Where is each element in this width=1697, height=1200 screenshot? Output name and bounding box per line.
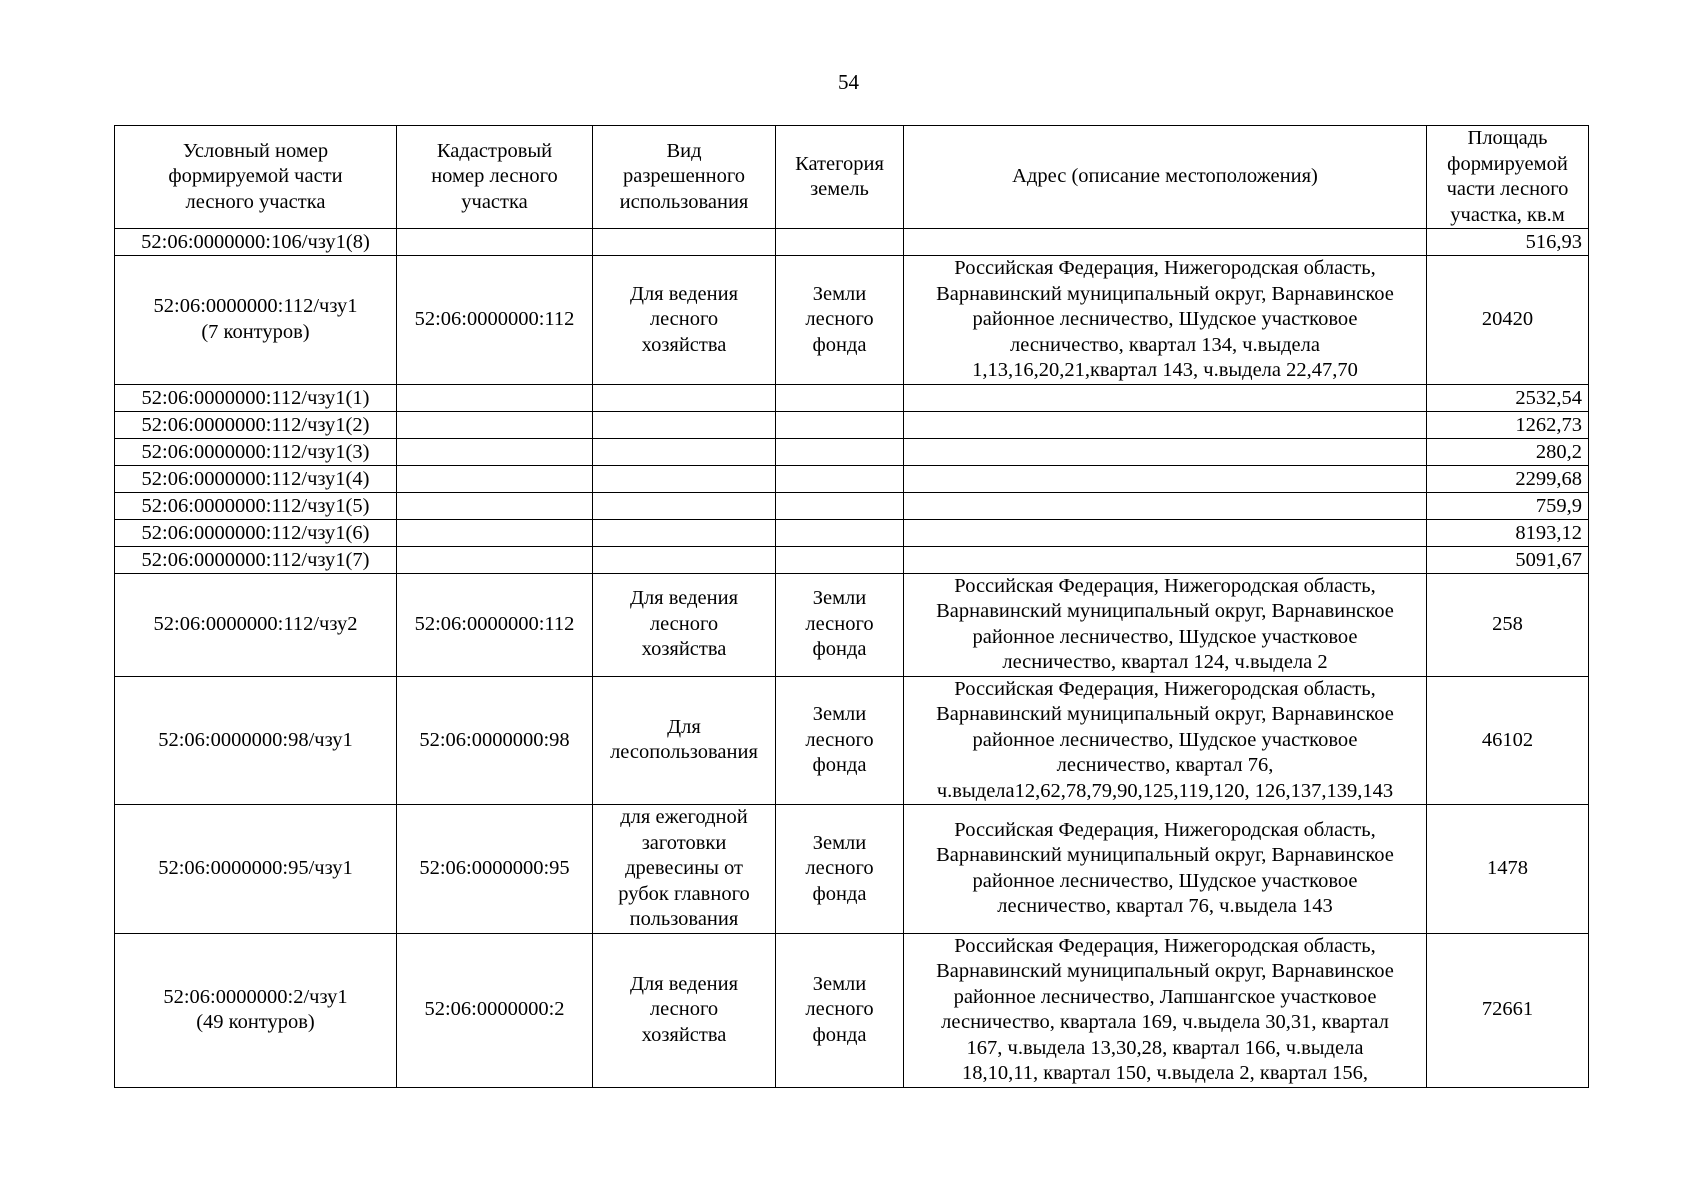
cell-part-number: 52:06:0000000:112/чзу1 (7 контуров) [115, 256, 397, 385]
cell-cadastral-number: 52:06:0000000:112 [397, 573, 593, 676]
header-part-number: Условный номер формируемой части лесного участка [115, 126, 397, 229]
table-row [115, 384, 1589, 411]
cell-address [904, 492, 1427, 519]
header-area: Площадь формируемой части лесного участка, кв.м [1427, 126, 1589, 229]
cell-cadastral-number [397, 438, 593, 465]
cell-land-category [776, 465, 904, 492]
header-land-category: Категория земель [776, 126, 904, 229]
cell-part-number: 52:06:0000000:112/чзу1(4) [115, 465, 397, 492]
cell-address [904, 519, 1427, 546]
table-row [115, 256, 1589, 385]
cell-address [904, 411, 1427, 438]
table-row [115, 519, 1589, 546]
cell-cadastral-number [397, 546, 593, 573]
cell-cadastral-number: 52:06:0000000:98 [397, 676, 593, 805]
cell-permitted-use: для ежегодной заготовки древесины от рубок главного пользования [593, 805, 776, 934]
cell-address: Российская Федерация, Нижегородская область, Варнавинский муниципальный округ, Варнавинское районное лесничество, Шудское участковое лесничество, квартал 134, ч.выдела 1,13,16,20,21,квартал 143, ч.выдела 22,47,70 [904, 256, 1427, 385]
cell-part-number: 52:06:0000000:112/чзу2 [115, 573, 397, 676]
table-row [115, 676, 1589, 805]
table-row [115, 933, 1589, 1087]
cell-permitted-use: Для ведения лесного хозяйства [593, 573, 776, 676]
cell-land-category [776, 438, 904, 465]
cell-permitted-use [593, 546, 776, 573]
cell-land-category: Земли лесного фонда [776, 256, 904, 385]
table-row [115, 805, 1589, 934]
cell-address: Российская Федерация, Нижегородская область, Варнавинский муниципальный округ, Варнавинское районное лесничество, Шудское участковое лесничество, квартал 124, ч.выдела 2 [904, 573, 1427, 676]
cell-area: 2532,54 [1427, 384, 1589, 411]
cell-address [904, 546, 1427, 573]
cell-cadastral-number [397, 465, 593, 492]
cell-cadastral-number: 52:06:0000000:112 [397, 256, 593, 385]
cell-cadastral-number: 52:06:0000000:95 [397, 805, 593, 934]
cell-permitted-use [593, 411, 776, 438]
cell-part-number: 52:06:0000000:98/чзу1 [115, 676, 397, 805]
cell-cadastral-number [397, 229, 593, 256]
cell-permitted-use: Для ведения лесного хозяйства [593, 933, 776, 1087]
cell-part-number: 52:06:0000000:112/чзу1(1) [115, 384, 397, 411]
cell-cadastral-number [397, 411, 593, 438]
cell-cadastral-number [397, 492, 593, 519]
cell-permitted-use [593, 519, 776, 546]
cell-address [904, 384, 1427, 411]
cell-area: 20420 [1427, 256, 1589, 385]
table-row [115, 411, 1589, 438]
header-permitted-use: Вид разрешенного использования [593, 126, 776, 229]
cell-land-category [776, 519, 904, 546]
cell-permitted-use [593, 229, 776, 256]
cell-address [904, 465, 1427, 492]
table-row [115, 438, 1589, 465]
cell-area: 5091,67 [1427, 546, 1589, 573]
table-row [115, 546, 1589, 573]
cell-permitted-use: Для лесопользования [593, 676, 776, 805]
cell-part-number: 52:06:0000000:106/чзу1(8) [115, 229, 397, 256]
cell-cadastral-number [397, 384, 593, 411]
header-cadastral-number: Кадастровый номер лесного участка [397, 126, 593, 229]
cell-area: 8193,12 [1427, 519, 1589, 546]
cell-address [904, 438, 1427, 465]
cell-permitted-use [593, 438, 776, 465]
cell-area: 72661 [1427, 933, 1589, 1087]
cell-address: Российская Федерация, Нижегородская область, Варнавинский муниципальный округ, Варнавинское районное лесничество, Шудское участковое лесничество, квартал 76, ч.выдела 143 [904, 805, 1427, 934]
cell-address [904, 229, 1427, 256]
cell-land-category: Земли лесного фонда [776, 805, 904, 934]
table-header-row [115, 126, 1589, 229]
cell-address: Российская Федерация, Нижегородская область, Варнавинский муниципальный округ, Варнавинское районное лесничество, Лапшангское участковое лесничество, квартала 169, ч.выдела 30,31, квартал 167, ч.выдела 13,30,28, квартал 166, ч.выдела 18,10,11, квартал 150, ч.выдела 2, квартал 156, [904, 933, 1427, 1087]
table-row [115, 229, 1589, 256]
cell-area: 516,93 [1427, 229, 1589, 256]
cell-part-number: 52:06:0000000:112/чзу1(7) [115, 546, 397, 573]
cell-land-category [776, 546, 904, 573]
cell-land-category: Земли лесного фонда [776, 573, 904, 676]
page-number: 54 [838, 70, 859, 94]
cell-area: 280,2 [1427, 438, 1589, 465]
cell-area: 1478 [1427, 805, 1589, 934]
cell-permitted-use [593, 465, 776, 492]
cell-permitted-use [593, 384, 776, 411]
cell-cadastral-number: 52:06:0000000:2 [397, 933, 593, 1087]
cell-area: 1262,73 [1427, 411, 1589, 438]
cell-land-category: Земли лесного фонда [776, 933, 904, 1087]
table-row [115, 465, 1589, 492]
cell-area: 2299,68 [1427, 465, 1589, 492]
cell-permitted-use [593, 492, 776, 519]
land-parcels-table [114, 125, 1589, 1088]
cell-part-number: 52:06:0000000:112/чзу1(3) [115, 438, 397, 465]
cell-land-category: Земли лесного фонда [776, 676, 904, 805]
cell-part-number: 52:06:0000000:112/чзу1(6) [115, 519, 397, 546]
cell-land-category [776, 411, 904, 438]
cell-permitted-use: Для ведения лесного хозяйства [593, 256, 776, 385]
header-address: Адрес (описание местоположения) [904, 126, 1427, 229]
cell-part-number: 52:06:0000000:2/чзу1 (49 контуров) [115, 933, 397, 1087]
cell-land-category [776, 492, 904, 519]
cell-area: 759,9 [1427, 492, 1589, 519]
cell-cadastral-number [397, 519, 593, 546]
cell-part-number: 52:06:0000000:112/чзу1(5) [115, 492, 397, 519]
table-row [115, 492, 1589, 519]
cell-land-category [776, 384, 904, 411]
cell-part-number: 52:06:0000000:112/чзу1(2) [115, 411, 397, 438]
table-row [115, 573, 1589, 676]
cell-part-number: 52:06:0000000:95/чзу1 [115, 805, 397, 934]
cell-area: 46102 [1427, 676, 1589, 805]
cell-area: 258 [1427, 573, 1589, 676]
cell-address: Российская Федерация, Нижегородская область, Варнавинский муниципальный округ, Варнавинское районное лесничество, Шудское участковое лесничество, квартал 76, ч.выдела12,62,78,79,90,125,119,120, 126,137,139,143 [904, 676, 1427, 805]
cell-land-category [776, 229, 904, 256]
